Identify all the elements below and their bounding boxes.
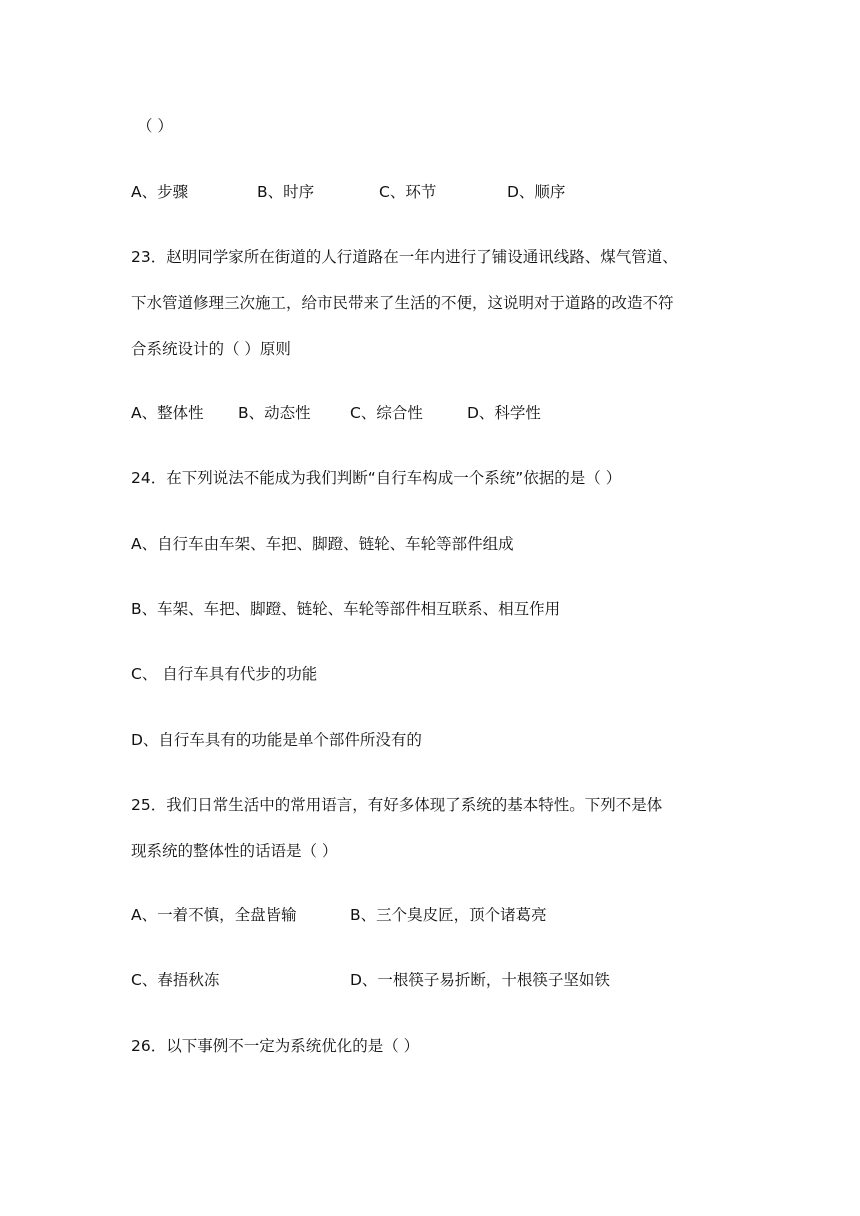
q26-stem: 26．以下事例不一定为系统优化的是（ ） <box>131 1037 420 1055</box>
q23-options <box>131 402 740 424</box>
q24-option-c: C、 自行车具有代步的功能 <box>131 665 318 683</box>
q22-option-b: B、时序 <box>257 183 315 201</box>
q23-stem-line-1: 23．赵明同学家所在街道的人行道路在一年内进行了铺设通讯线路、煤气管道、 <box>131 248 678 266</box>
q24-option-a: A、自行车由车架、车把、脚蹬、链轮、车轮等部件组成 <box>131 535 514 553</box>
q24-option-d: D、自行车具有的功能是单个部件所没有的 <box>131 731 422 749</box>
q24-stem: 24．在下列说法不能成为我们判断“自行车构成一个系统”依据的是（ ） <box>131 469 622 487</box>
q22-options <box>131 181 740 203</box>
q22-option-a: A、步骤 <box>131 183 189 201</box>
q23-stem-line-3: 合系统设计的（ ）原则 <box>131 340 291 358</box>
q22-option-d: D、顺序 <box>507 183 566 201</box>
q25-option-b: B、三个臭皮匠，顶个诸葛亮 <box>350 906 547 924</box>
q23-option-a: A、整体性 <box>131 404 204 422</box>
q25-options-row-2 <box>131 969 740 991</box>
q25-option-c: C、春捂秋冻 <box>131 971 220 989</box>
q25-stem-line-2: 现系统的整体性的话语是（ ） <box>131 842 338 860</box>
q25-options-row-1 <box>131 904 740 926</box>
q25-option-a: A、一着不慎，全盘皆输 <box>131 906 297 924</box>
q24-option-b: B、车架、车把、脚蹬、链轮、车轮等部件相互联系、相互作用 <box>131 600 561 618</box>
q22-option-c: C、环节 <box>379 183 437 201</box>
q23-option-d: D、科学性 <box>467 404 541 422</box>
q23-stem-line-2: 下水管道修理三次施工，给市民带来了生活的不便，这说明对于道路的改造不符 <box>131 294 674 312</box>
q25-stem-line-1: 25．我们日常生活中的常用语言，有好多体现了系统的基本特性。下列不是体 <box>131 796 663 814</box>
answer-blank: （ ） <box>137 117 173 135</box>
q23-option-b: B、动态性 <box>238 404 311 422</box>
q23-option-c: C、综合性 <box>350 404 423 422</box>
q25-option-d: D、一根筷子易折断，十根筷子坚如铁 <box>350 971 610 989</box>
